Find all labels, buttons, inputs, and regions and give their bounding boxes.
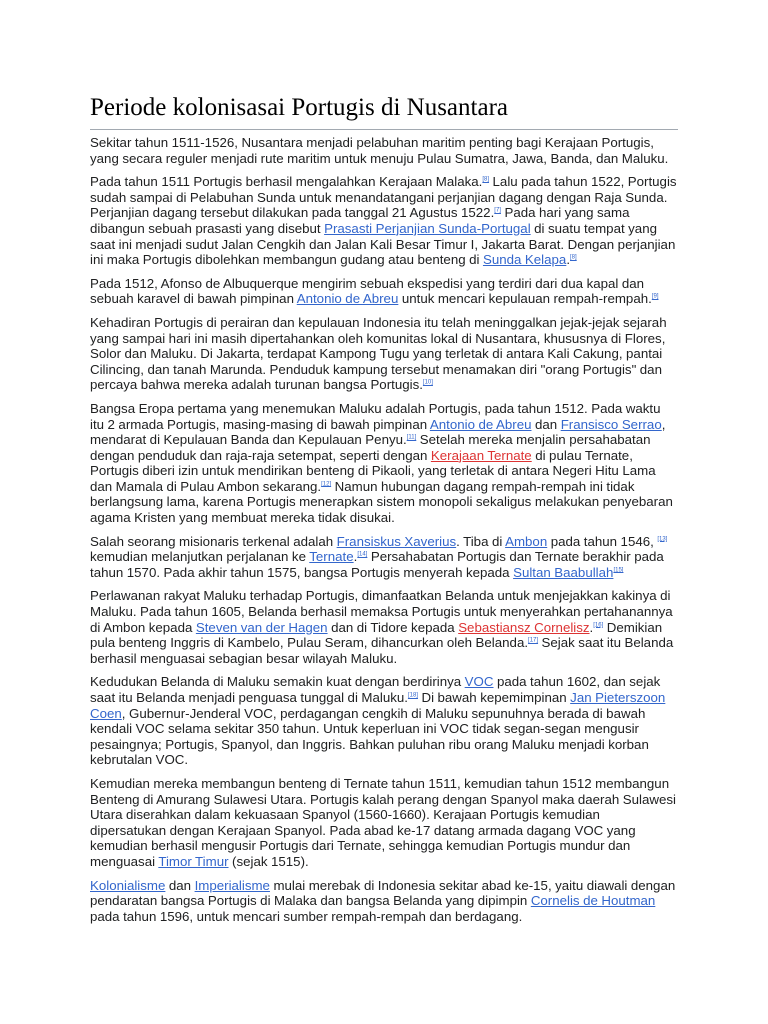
paragraph-5 xyxy=(90,401,678,526)
paragraph-text: Bangsa Eropa pertama yang menemukan Maluku adalah Portugis, pada tahun 1512. Pada waktu itu 2 armada Portugis, masing-masing di bawah pimpinan xyxy=(90,400,661,432)
citation-12[interactable] xyxy=(321,481,331,487)
citation-17[interactable] xyxy=(528,638,538,644)
paragraph-text: Lalu pada tahun 1522, Portugis sudah sampai di Pelabuhan Sunda untuk menandatangani perjanjian dagang dengan Raja Sunda. Perjanjian dagang tersebut dilakukan pada tanggal 21 Agustus 1522. xyxy=(90,174,677,221)
paragraph-text: . xyxy=(589,619,594,635)
citation-link[interactable]: [18] xyxy=(407,692,418,699)
link-cornelis-de-houtman[interactable]: Cornelis de Houtman xyxy=(530,893,656,909)
paragraph-text: pada tahun 1546, xyxy=(547,533,658,549)
link-ambon[interactable]: Ambon xyxy=(505,533,548,549)
citation-link[interactable]: [10] xyxy=(422,379,433,386)
page-title: Periode kolonisasai Portugis di Nusantara xyxy=(90,92,678,130)
paragraph-text: Kemudian mereka membangun benteng di Ternate tahun 1511, kemudian tahun 1512 membangun Benteng di Amurang Sulawesi Utara. Portugis kalah perang dengan Spanyol maka daerah Sulawesi Utara diserahkan dalam kekuasaan Spanyol (1560-1660). Kerajaan Portugis kemudian dipersatukan dengan Kerajaan Spanyol. Pada abad ke-17 datang armada dagang VOC yang kemudian berhasil mengusir Portugis dari Ternate, sehingga kemudian Portugis mundur dan menguasai xyxy=(90,775,676,869)
link-fransiskus-xaverius[interactable]: Fransiskus Xaverius xyxy=(336,533,457,549)
citation-15[interactable] xyxy=(613,567,623,573)
citation-link[interactable]: [8] xyxy=(482,176,490,183)
citation-10[interactable] xyxy=(423,380,433,386)
paragraph-text: Persahabatan Portugis dan Ternate berakhir pada tahun 1570. Pada akhir tahun 1575, bangsa Portugis menyerah kepada xyxy=(90,549,664,580)
link-sunda-kelapa[interactable]: Sunda Kelapa xyxy=(482,252,567,268)
link-sebastiansz-cornelisz[interactable]: Sebastiansz Cornelisz xyxy=(458,619,590,635)
citation-link[interactable]: [13] xyxy=(657,536,668,543)
link-imperialisme[interactable]: Imperialisme xyxy=(194,877,270,893)
paragraph-text: Sejak saat itu Belanda berhasil menguasai sebagian besar wilayah Maluku. xyxy=(90,635,674,666)
paragraph-text: dan xyxy=(531,416,561,432)
paragraph-10 xyxy=(90,878,678,925)
paragraph-text: . xyxy=(353,549,358,565)
paragraph-1 xyxy=(90,135,678,166)
link-sultan-baabullah[interactable]: Sultan Baabullah xyxy=(513,564,614,580)
paragraph-4 xyxy=(90,315,678,393)
paragraph-3 xyxy=(90,276,678,307)
link-ternate[interactable]: Ternate xyxy=(309,549,354,565)
paragraph-text: di pulau Ternate, Portugis diberi izin untuk mendirikan benteng di Pikaoli, yang terletak di antara Negeri Hitu Lama dan Mamala di Pulau Ambon sekarang. xyxy=(90,447,656,494)
paragraph-text: , mendarat di Kepulauan Banda dan Kepulauan Penyu. xyxy=(90,416,666,448)
paragraph-text: Di bawah kepemimpinan xyxy=(417,690,571,705)
link-timor-timur[interactable]: Timor Timur xyxy=(158,853,229,869)
paragraph-7 xyxy=(90,588,678,666)
paragraph-text: Kedudukan Belanda di Maluku semakin kuat dengan berdirinya xyxy=(90,674,465,690)
paragraph-text: Setelah mereka menjalin persahabatan dengan penduduk dan raja-raja setempat, seperti dengan xyxy=(90,432,651,463)
citation-link[interactable]: [11] xyxy=(406,434,417,441)
paragraph-text: Sekitar tahun 1511-1526, Nusantara menjadi pelabuhan maritim penting bagi Kerajaan Portugis, yang secara reguler menjadi rute maritim untuk menuju Pulau Sumatra, Jawa, Banda, dan Maluku. xyxy=(90,135,669,166)
paragraph-text: Perlawanan rakyat Maluku terhadap Portugis, dimanfaatkan Belanda untuk menjejakkan kakinya di Maluku. Pada tahun 1605, Belanda berhasil memaksa Portugis untuk menyerahkan pertahanannya di Ambon kepada xyxy=(90,588,673,635)
citation-link[interactable]: [8] xyxy=(570,254,577,261)
citation-8b[interactable] xyxy=(570,255,577,261)
citation-link[interactable]: [7] xyxy=(494,207,501,214)
link-kerajaan-ternate[interactable]: Kerajaan Ternate xyxy=(430,447,532,463)
link-kolonialisme[interactable]: Kolonialisme xyxy=(90,877,166,893)
paragraph-text: di suatu tempat yang saat ini menjadi sudut Jalan Cengkih dan Jalan Kali Besar Timur I, Jakarta Barat. Dengan perjanjian ini maka Portugis dibolehkan membangun gudang atau benteng di xyxy=(90,220,676,268)
paragraph-text: Demikian pula benteng Inggris di Kambelo, Pulau Seram, dihancurkan oleh Belanda. xyxy=(90,619,663,651)
link-antonio-de-abreu[interactable]: Antonio de Abreu xyxy=(296,291,399,307)
paragraph-2 xyxy=(90,174,678,268)
paragraph-text: untuk mencari kepulauan rempah-rempah. xyxy=(398,291,652,307)
citation-link[interactable]: [15] xyxy=(613,567,624,574)
citation-16[interactable] xyxy=(593,622,603,628)
citation-link[interactable]: [16] xyxy=(593,622,604,629)
paragraph-text: . Tiba di xyxy=(456,533,506,549)
paragraph-text: mulai merebak di Indonesia sekitar abad ke-15, yaitu diawali dengan pendaratan bangsa Portugis di Malaka dan bangsa Belanda yang dipimpin xyxy=(90,877,676,909)
paragraph-text: Pada tahun 1511 Portugis berhasil mengalahkan Kerajaan Malaka. xyxy=(90,174,483,190)
paragraph-text: . xyxy=(566,252,571,268)
paragraph-text: pada tahun 1596, untuk mencari sumber rempah-rempah dan berdagang. xyxy=(90,908,523,924)
citation-9[interactable] xyxy=(652,294,659,300)
paragraph-text: dan di Tidore kepada xyxy=(327,619,459,635)
paragraph-text: Kehadiran Portugis di perairan dan kepulauan Indonesia itu telah meninggalkan jejak-jejak sejarah yang sampai hari ini masih dipertahankan oleh komunitas lokal di Nusantara, khususnya di Flores, Solor dan Maluku. Di Jakarta, terdapat Kampong Tugu yang terletak di antara Kali Cakung, pantai Cilincing, dan tanah Marunda. Penduduk kampung tersebut menamakan diri "orang Portugis" dan percaya bahwa mereka adalah turunan bangsa Portugis. xyxy=(90,314,667,393)
paragraph-text: dan xyxy=(165,877,195,893)
paragraph-text: Namun hubungan dagang rempah-rempah ini tidak berlangsung lama, karena Portugis menerapkan sistem monopoli sekaligus melakukan penyebaran agama Kristen yang membuat mereka tidak disukai. xyxy=(90,478,673,526)
paragraph-text: Pada 1512, Afonso de Albuquerque mengirim sebuah ekspedisi yang terdiri dari dua kapal dan sebuah karavel di bawah pimpinan xyxy=(90,275,645,307)
paragraph-text: kemudian melanjutkan perjalanan ke xyxy=(90,549,310,565)
citation-13[interactable] xyxy=(657,536,667,542)
link-steven-van-der-hagen[interactable]: Steven van der Hagen xyxy=(195,619,328,635)
paragraph-text: , Gubernur-Jenderal VOC, perdagangan cengkih di Maluku sepunuhnya berada di bawah kendali VOC selama sekitar 350 tahun. Untuk keperluan ini VOC tidak segan-segan mengusir pesaingnya; Portugis, Spanyol, dan Inggris. Bahkan puluhan ribu orang Maluku menjadi korban kebrutalan VOC. xyxy=(90,705,649,768)
citation-18[interactable] xyxy=(408,693,418,699)
citation-link[interactable]: [17] xyxy=(528,637,539,644)
paragraph-text: pada tahun 1602, dan sejak saat itu Belanda menjadi penguasa tunggal di Maluku. xyxy=(90,674,661,705)
citation-7[interactable] xyxy=(494,208,501,214)
citation-link[interactable]: [14] xyxy=(357,551,368,558)
citation-11[interactable] xyxy=(407,435,417,441)
citation-14[interactable] xyxy=(357,552,367,558)
paragraph-text: (sejak 1515). xyxy=(228,853,309,869)
link-fransisco-serrao[interactable]: Fransisco Serrao xyxy=(560,416,662,432)
citation-link[interactable]: [9] xyxy=(651,293,659,300)
article xyxy=(90,92,678,924)
link-prasasti-perjanjian[interactable]: Prasasti Perjanjian Sunda-Portugal xyxy=(324,220,531,236)
link-jan-pieterszoon-coen[interactable]: Jan Pieterszoon Coen xyxy=(90,690,666,721)
link-voc[interactable]: VOC xyxy=(464,674,494,690)
link-antonio-de-abreu[interactable]: Antonio de Abreu xyxy=(429,416,532,432)
paragraph-8 xyxy=(90,674,678,768)
paragraph-6 xyxy=(90,534,678,581)
citation-link[interactable]: [12] xyxy=(321,481,332,488)
paragraph-text: Pada hari yang sama dibangun sebuah prasasti yang disebut xyxy=(90,205,630,236)
paragraph-text: Salah seorang misionaris terkenal adalah xyxy=(90,533,337,549)
paragraph-9 xyxy=(90,776,678,870)
